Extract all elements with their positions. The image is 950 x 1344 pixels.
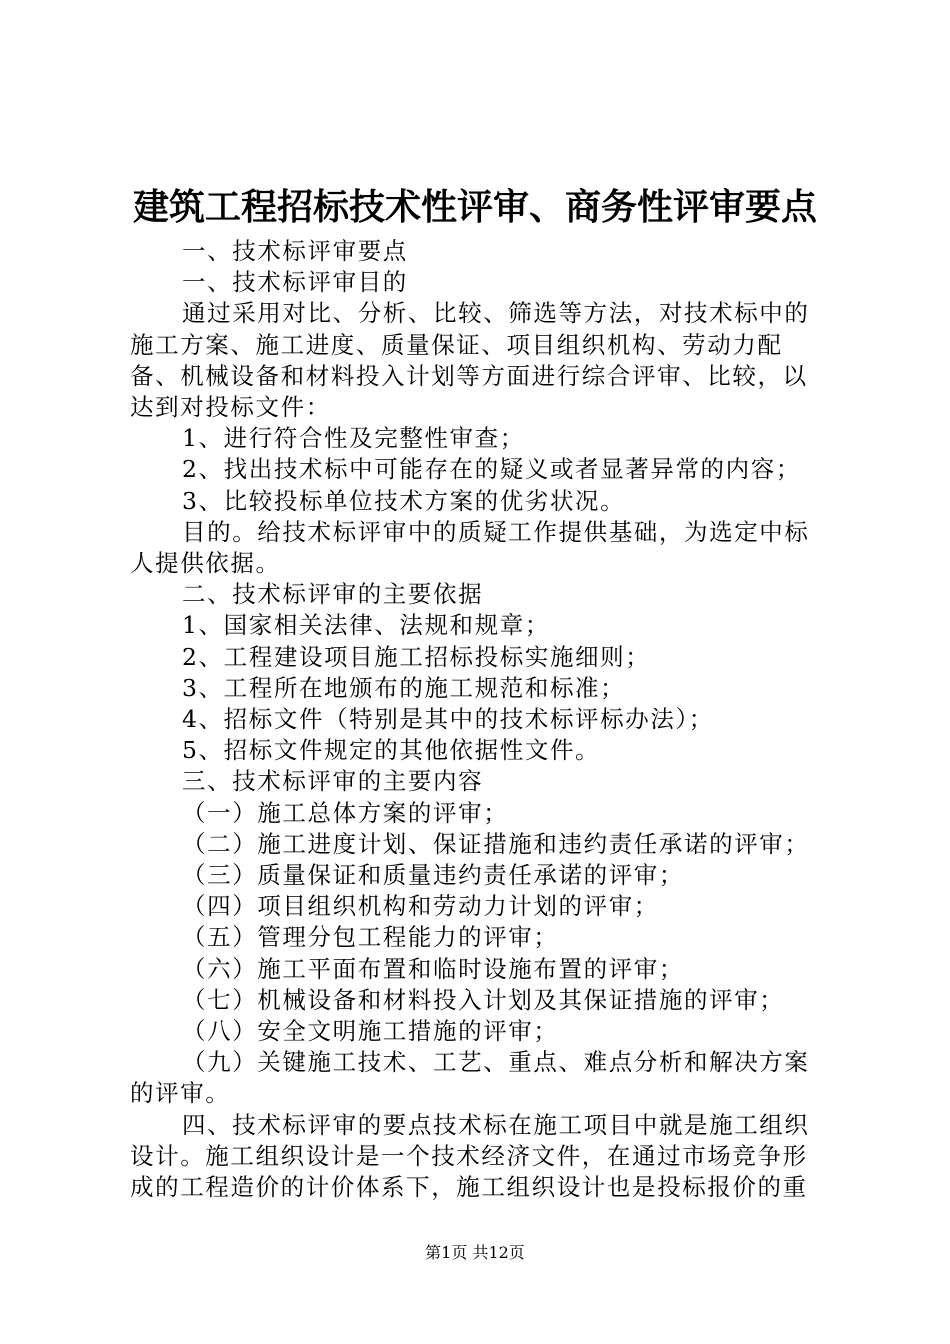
paragraph: （六）施工平面布置和临时设施布置的评审；	[182, 954, 684, 983]
paragraph: （五）管理分包工程能力的评审；	[182, 923, 559, 952]
paragraph: （四）项目组织机构和劳动力计划的评审；	[182, 892, 659, 921]
paragraph: 4、招标文件（特别是其中的技术标评标办法）；	[182, 705, 714, 734]
paragraph: （八）安全文明施工措施的评审；	[182, 1017, 559, 1046]
paragraph: （三）质量保证和质量违约责任承诺的评审；	[182, 861, 684, 890]
page-footer: 第1页 共12页	[425, 1243, 525, 1262]
paragraph: （二）施工进度计划、保证措施和违约责任承诺的评审；	[182, 829, 810, 858]
paragraph: 2、工程建设项目施工招标投标实施细则；	[182, 642, 651, 671]
paragraph: 一、技术标评审要点	[182, 237, 408, 265]
paragraph: 3、工程所在地颁布的施工规范和标准；	[182, 673, 626, 702]
paragraph: （一）施工总体方案的评审；	[182, 798, 509, 827]
paragraph: 一、技术标评审目的	[182, 268, 408, 297]
paragraph: 目的。给技术标评审中的质疑工作提供基础，为选定中标人提供依据。	[130, 517, 810, 578]
paragraph: 1、国家相关法律、法规和规章；	[182, 611, 550, 640]
paragraph: 通过采用对比、分析、比较、筛选等方法，对技术标中的施工方案、施工进度、质量保证、项目组织机构、劳动力配备、机械设备和材料投入计划等方面进行综合评审、比较，以达到对投标文件：	[130, 299, 810, 422]
paragraph: 二、技术标评审的主要依据	[182, 580, 484, 609]
paragraph: （九）关键施工技术、工艺、重点、难点分析和解决方案的评审。	[130, 1048, 810, 1108]
document-title: 建筑工程招标技术性评审、商务性评审要点	[132, 187, 817, 228]
paragraph: （七）机械设备和材料投入计划及其保证措施的评审；	[182, 985, 785, 1014]
paragraph: 1、进行符合性及完整性审查；	[182, 424, 525, 453]
paragraph: 5、招标文件规定的其他依据性文件。	[182, 736, 601, 765]
paragraph: 四、技术标评审的要点技术标在施工项目中就是施工组织设计。施工组织设计是一个技术经济文件，在通过市场竞争形成的工程造价的计价体系下，施工组织设计也是投标报价的重	[130, 1110, 810, 1202]
paragraph: 3、比较投标单位技术方案的优劣状况。	[182, 486, 626, 515]
paragraph: 三、技术标评审的主要内容	[182, 767, 484, 796]
paragraph: 2、找出技术标中可能存在的疑义或者显著异常的内容；	[182, 455, 801, 484]
document-body	[130, 236, 832, 1203]
